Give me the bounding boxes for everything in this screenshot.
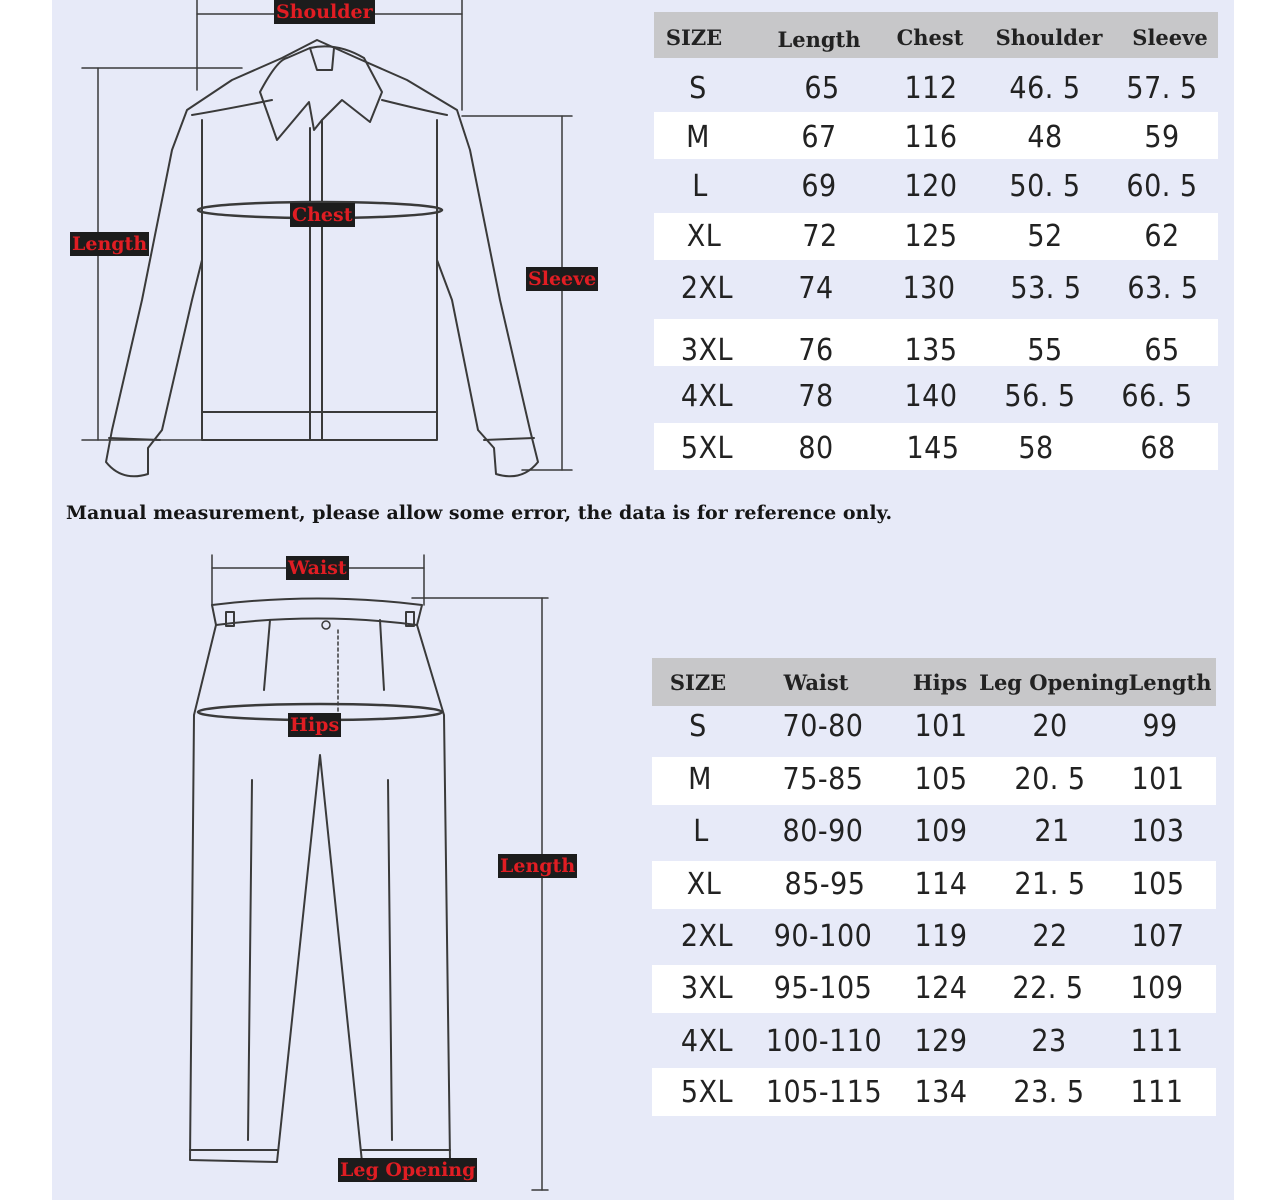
table-cell: 124 [914, 971, 968, 1006]
table-cell: 78 [798, 379, 834, 414]
table-cell: 80-90 [782, 814, 864, 849]
table-cell: 114 [914, 867, 968, 902]
table-cell: 5XL [680, 431, 734, 466]
column-header: Chest [896, 25, 964, 50]
table-cell: 62 [1144, 219, 1180, 254]
table-cell: 48 [1027, 120, 1063, 155]
table-cell: 134 [914, 1075, 968, 1110]
table-cell: 23. 5 [1013, 1075, 1085, 1110]
table-cell: 130 [902, 271, 956, 306]
table-cell: 105 [914, 762, 968, 797]
table-cell: 109 [914, 814, 968, 849]
table-cell: M [686, 120, 710, 155]
table-cell: 105 [1131, 867, 1185, 902]
table-cell: S [689, 709, 707, 744]
table-cell: 70-80 [782, 709, 864, 744]
table-cell: 80 [798, 431, 834, 466]
size-chart-canvas [52, 0, 1234, 1200]
column-header: Sleeve [1132, 25, 1208, 50]
table-cell: 46. 5 [1009, 71, 1081, 106]
table-cell: 100-110 [765, 1024, 883, 1059]
table-cell: 103 [1131, 814, 1185, 849]
table-cell: 74 [798, 271, 834, 306]
table-cell: 4XL [680, 1024, 734, 1059]
shoulder-label: Shoulder [276, 1, 373, 23]
waist-label: Waist [288, 557, 347, 579]
table-cell: 90-100 [773, 919, 873, 954]
table-cell: 20. 5 [1014, 762, 1086, 797]
table-cell: 23 [1031, 1024, 1067, 1059]
table-cell: 22. 5 [1012, 971, 1084, 1006]
column-header: Leg Opening [979, 670, 1129, 695]
pants-diagram [52, 0, 612, 1200]
table-cell: 22 [1032, 919, 1068, 954]
table-cell: XL [686, 219, 722, 254]
table-cell: 145 [906, 431, 960, 466]
hips-label: Hips [290, 714, 340, 736]
column-header: Length [1128, 670, 1212, 695]
table-cell: 99 [1142, 709, 1178, 744]
table-cell: 101 [914, 709, 968, 744]
table-cell: 50. 5 [1009, 169, 1081, 204]
table-cell: 67 [801, 120, 837, 155]
table-cell: 65 [1144, 333, 1180, 368]
column-header: Length [777, 27, 861, 52]
chest-label: Chest [292, 204, 353, 226]
table-cell: 76 [798, 333, 834, 368]
column-header: Hips [912, 670, 968, 695]
table-cell: 65 [804, 71, 840, 106]
table-cell: 21 [1034, 814, 1070, 849]
table-cell: 53. 5 [1010, 271, 1082, 306]
table-cell: 2XL [680, 919, 734, 954]
table-cell: 112 [904, 71, 958, 106]
table-cell: 58 [1018, 431, 1054, 466]
table-cell: 59 [1144, 120, 1180, 155]
table-cell: 135 [904, 333, 958, 368]
table-cell: 105-115 [765, 1075, 883, 1110]
table-cell: 107 [1131, 919, 1185, 954]
table-cell: 3XL [680, 971, 734, 1006]
table-cell: 63. 5 [1127, 271, 1199, 306]
table-cell: 111 [1130, 1024, 1184, 1059]
table-cell: L [693, 814, 709, 849]
table-cell: XL [686, 867, 722, 902]
table-cell: 68 [1140, 431, 1176, 466]
table-cell: S [689, 71, 707, 106]
table-cell: 85-95 [784, 867, 866, 902]
table-cell: 5XL [680, 1075, 734, 1110]
sleeve-label: Sleeve [528, 268, 597, 290]
table-cell: 3XL [680, 333, 734, 368]
table-cell: 95-105 [773, 971, 873, 1006]
table-cell: 57. 5 [1126, 71, 1198, 106]
table-cell: 109 [1130, 971, 1184, 1006]
table-cell: 111 [1130, 1075, 1184, 1110]
table-cell: 21. 5 [1014, 867, 1086, 902]
table-cell: 120 [904, 169, 958, 204]
jacket-length-label: Length [72, 233, 148, 255]
table-cell: 125 [904, 219, 958, 254]
column-header: Shoulder [995, 25, 1103, 50]
table-cell: 4XL [680, 379, 734, 414]
table-cell: 52 [1027, 219, 1063, 254]
column-header: SIZE [665, 25, 723, 50]
table-cell: 140 [904, 379, 958, 414]
table-cell: 2XL [680, 271, 734, 306]
table-cell: 116 [904, 120, 958, 155]
table-cell: 119 [914, 919, 968, 954]
table-cell: 20 [1032, 709, 1068, 744]
pants-length-label: Length [500, 855, 576, 877]
table-cell: 75-85 [782, 762, 864, 797]
table-cell: 55 [1027, 333, 1063, 368]
table-cell: 66. 5 [1121, 379, 1193, 414]
table-cell: L [692, 169, 708, 204]
column-header: Waist [783, 670, 849, 695]
column-header: SIZE [669, 670, 727, 695]
table-cell: 129 [914, 1024, 968, 1059]
table-cell: 101 [1131, 762, 1185, 797]
measurement-note: Manual measurement, please allow some error, the data is for reference only. [66, 502, 893, 524]
leg-opening-label: Leg Opening [340, 1159, 476, 1181]
table-cell: 72 [802, 219, 838, 254]
table-cell: 69 [801, 169, 837, 204]
table-cell: 60. 5 [1126, 169, 1198, 204]
table-cell: 56. 5 [1004, 379, 1076, 414]
table-cell: M [688, 762, 712, 797]
